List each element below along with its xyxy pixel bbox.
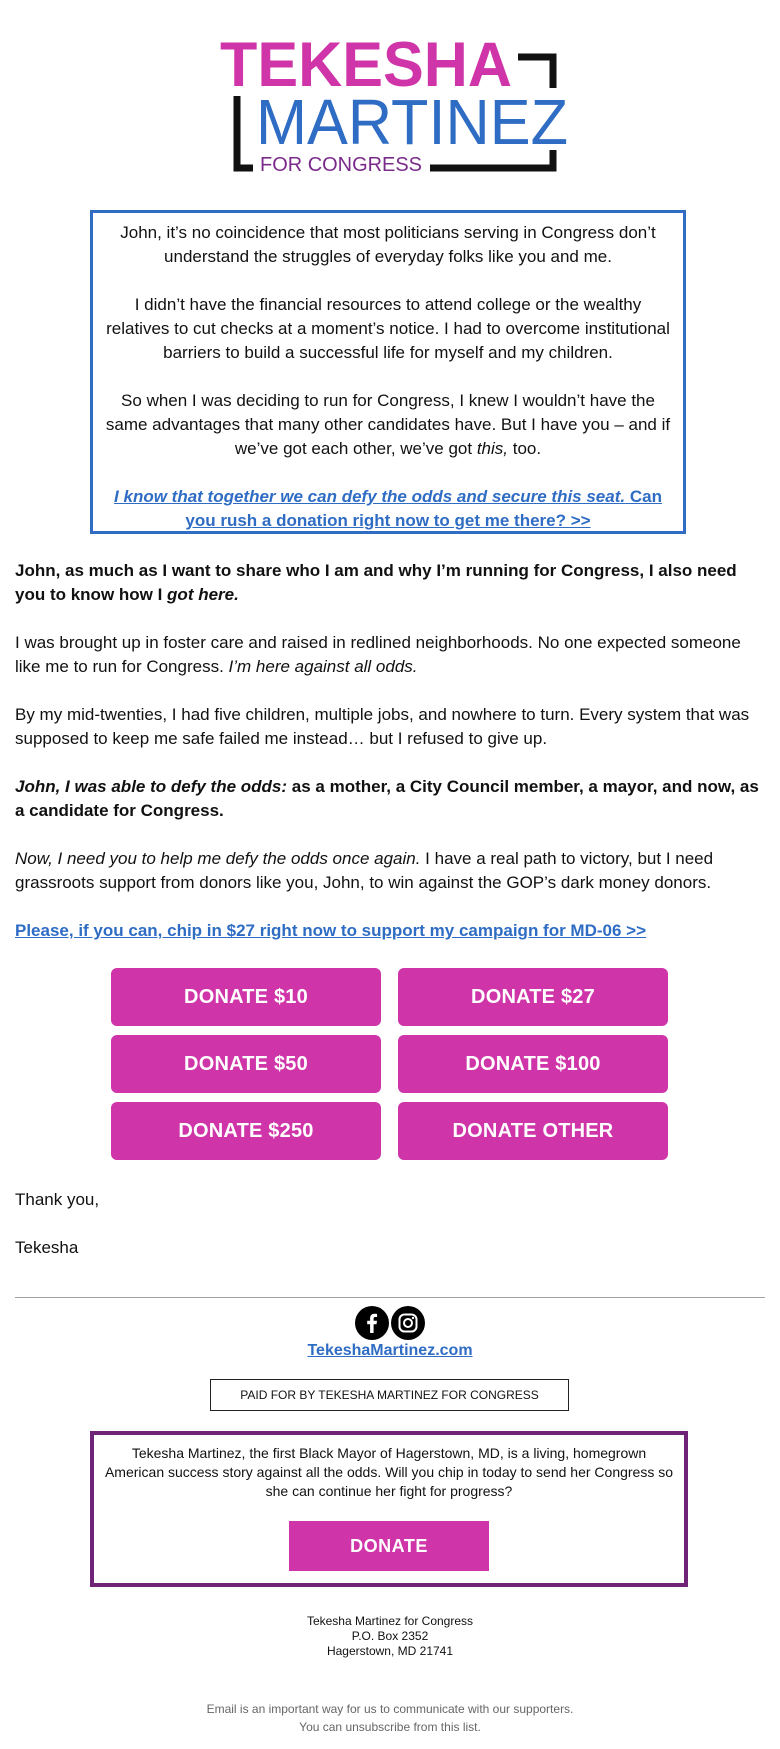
- logo-frame-left: [237, 96, 253, 168]
- body-paragraph-1: [15, 559, 770, 607]
- address-line-3: Hagerstown, MD 21741: [326, 1644, 454, 1658]
- donate-27-button[interactable]: DONATE $27: [398, 968, 668, 1026]
- donate-10-button[interactable]: DONATE $10: [111, 968, 381, 1026]
- intro-paragraph-1: John, it’s no coincidence that most politicians serving in Congress don’t understand the struggles of everyday folks like you and me.: [120, 223, 656, 266]
- body-p5-rest: I have a real path to victory, but I need grassroots support from donors like you, John, to win against the GOP’s dark money donors.: [15, 849, 714, 892]
- address-line-2: P.O. Box 2352: [351, 1629, 429, 1643]
- body-p1-start: John, as much as I want to share who I am and why I’m running for Congress, I also need you to know how I: [15, 561, 737, 604]
- footer-divider: [15, 1297, 765, 1298]
- body-p2-em: I’m here against all odds.: [228, 657, 418, 676]
- unsubscribe-note: [0, 1700, 780, 1736]
- bio-text: Tekesha Martinez, the first Black Mayor of Hagerstown, MD, is a living, homegrown American success story against all the odds. Will you chip in today to send her Congress so she can continue her fight for progress?: [104, 1445, 674, 1499]
- signoff-thanks: Thank you,: [15, 1190, 100, 1209]
- paid-for-disclaimer: PAID FOR BY TEKESHA MARTINEZ FOR CONGRESS: [210, 1379, 569, 1411]
- intro-donate-link[interactable]: [114, 487, 662, 530]
- body-p5-em: Now, I need you to help me defy the odds once again.: [15, 849, 421, 868]
- intro-link-em: I know that together we can defy the odds and secure this seat.: [114, 487, 626, 506]
- intro-donate-link-paragraph: [101, 485, 675, 533]
- body-p4-em: John, I was able to defy the odds:: [15, 777, 288, 796]
- facebook-icon[interactable]: [355, 1306, 389, 1340]
- intro-p3-start: So when I was deciding to run for Congress, I knew I wouldn’t have the same advantages that many other candidates have. But I have you – and if we’ve got each other, we’ve got: [105, 391, 671, 458]
- logo-frame-top: [518, 57, 553, 88]
- body-paragraph-2: [15, 631, 770, 679]
- body-p4-rest: as a mother, a City Council member, a mayor, and now, as a candidate for Congress.: [15, 777, 759, 820]
- body-p1-em: got here.: [167, 585, 239, 604]
- body-cta-paragraph: [15, 919, 770, 943]
- note-line-1: Email is an important way for us to communicate with our supporters.: [206, 1702, 574, 1716]
- logo-first-name: TEKESHA: [220, 30, 512, 100]
- website-link-wrap: [0, 1342, 780, 1360]
- intro-link-rest: Can you rush a donation right now to get me there? >>: [185, 487, 662, 530]
- mailing-address: [0, 1614, 780, 1659]
- donate-100-button[interactable]: DONATE $100: [398, 1035, 668, 1093]
- donate-other-button[interactable]: DONATE OTHER: [398, 1102, 668, 1160]
- logo-tagline: FOR CONGRESS: [260, 154, 422, 176]
- logo-last-name: MARTINEZ: [256, 86, 568, 158]
- intro-p3-em: this,: [476, 439, 509, 458]
- intro-p3-end: too.: [508, 439, 542, 458]
- email-body: [15, 559, 770, 967]
- intro-box: [90, 210, 686, 534]
- chip-in-27-link[interactable]: Please, if you can, chip in $27 right now to support my campaign for MD-06 >>: [15, 921, 647, 940]
- donate-250-button[interactable]: DONATE $250: [111, 1102, 381, 1160]
- donate-50-button[interactable]: DONATE $50: [111, 1035, 381, 1093]
- instagram-icon[interactable]: [391, 1306, 425, 1340]
- campaign-logo: [0, 0, 780, 190]
- bio-donate-box: [90, 1431, 688, 1587]
- signoff: [15, 1188, 99, 1284]
- intro-paragraph-2: I didn’t have the financial resources to attend college or the wealthy relatives to cut checks at a moment’s notice. I had to overcome institutional barriers to build a successful life for myself and my children.: [106, 295, 670, 362]
- body-p2-start: I was brought up in foster care and raised in redlined neighborhoods. No one expected someone like me to run for Congress.: [15, 633, 741, 676]
- body-paragraph-5: [15, 847, 770, 895]
- body-paragraph-3: By my mid-twenties, I had five children, multiple jobs, and nowhere to turn. Every system that was supposed to keep me safe failed me instead… but I refused to give up.: [15, 705, 750, 748]
- website-link[interactable]: TekeshaMartinez.com: [307, 1342, 473, 1359]
- address-line-1: Tekesha Martinez for Congress: [306, 1614, 474, 1628]
- note-line-2[interactable]: You can unsubscribe from this list.: [299, 1720, 481, 1734]
- body-paragraph-4: [15, 775, 770, 823]
- social-links: [0, 1306, 780, 1340]
- signoff-name: Tekesha: [15, 1238, 79, 1257]
- intro-paragraph-3: [101, 389, 675, 461]
- donate-button[interactable]: DONATE: [289, 1521, 489, 1571]
